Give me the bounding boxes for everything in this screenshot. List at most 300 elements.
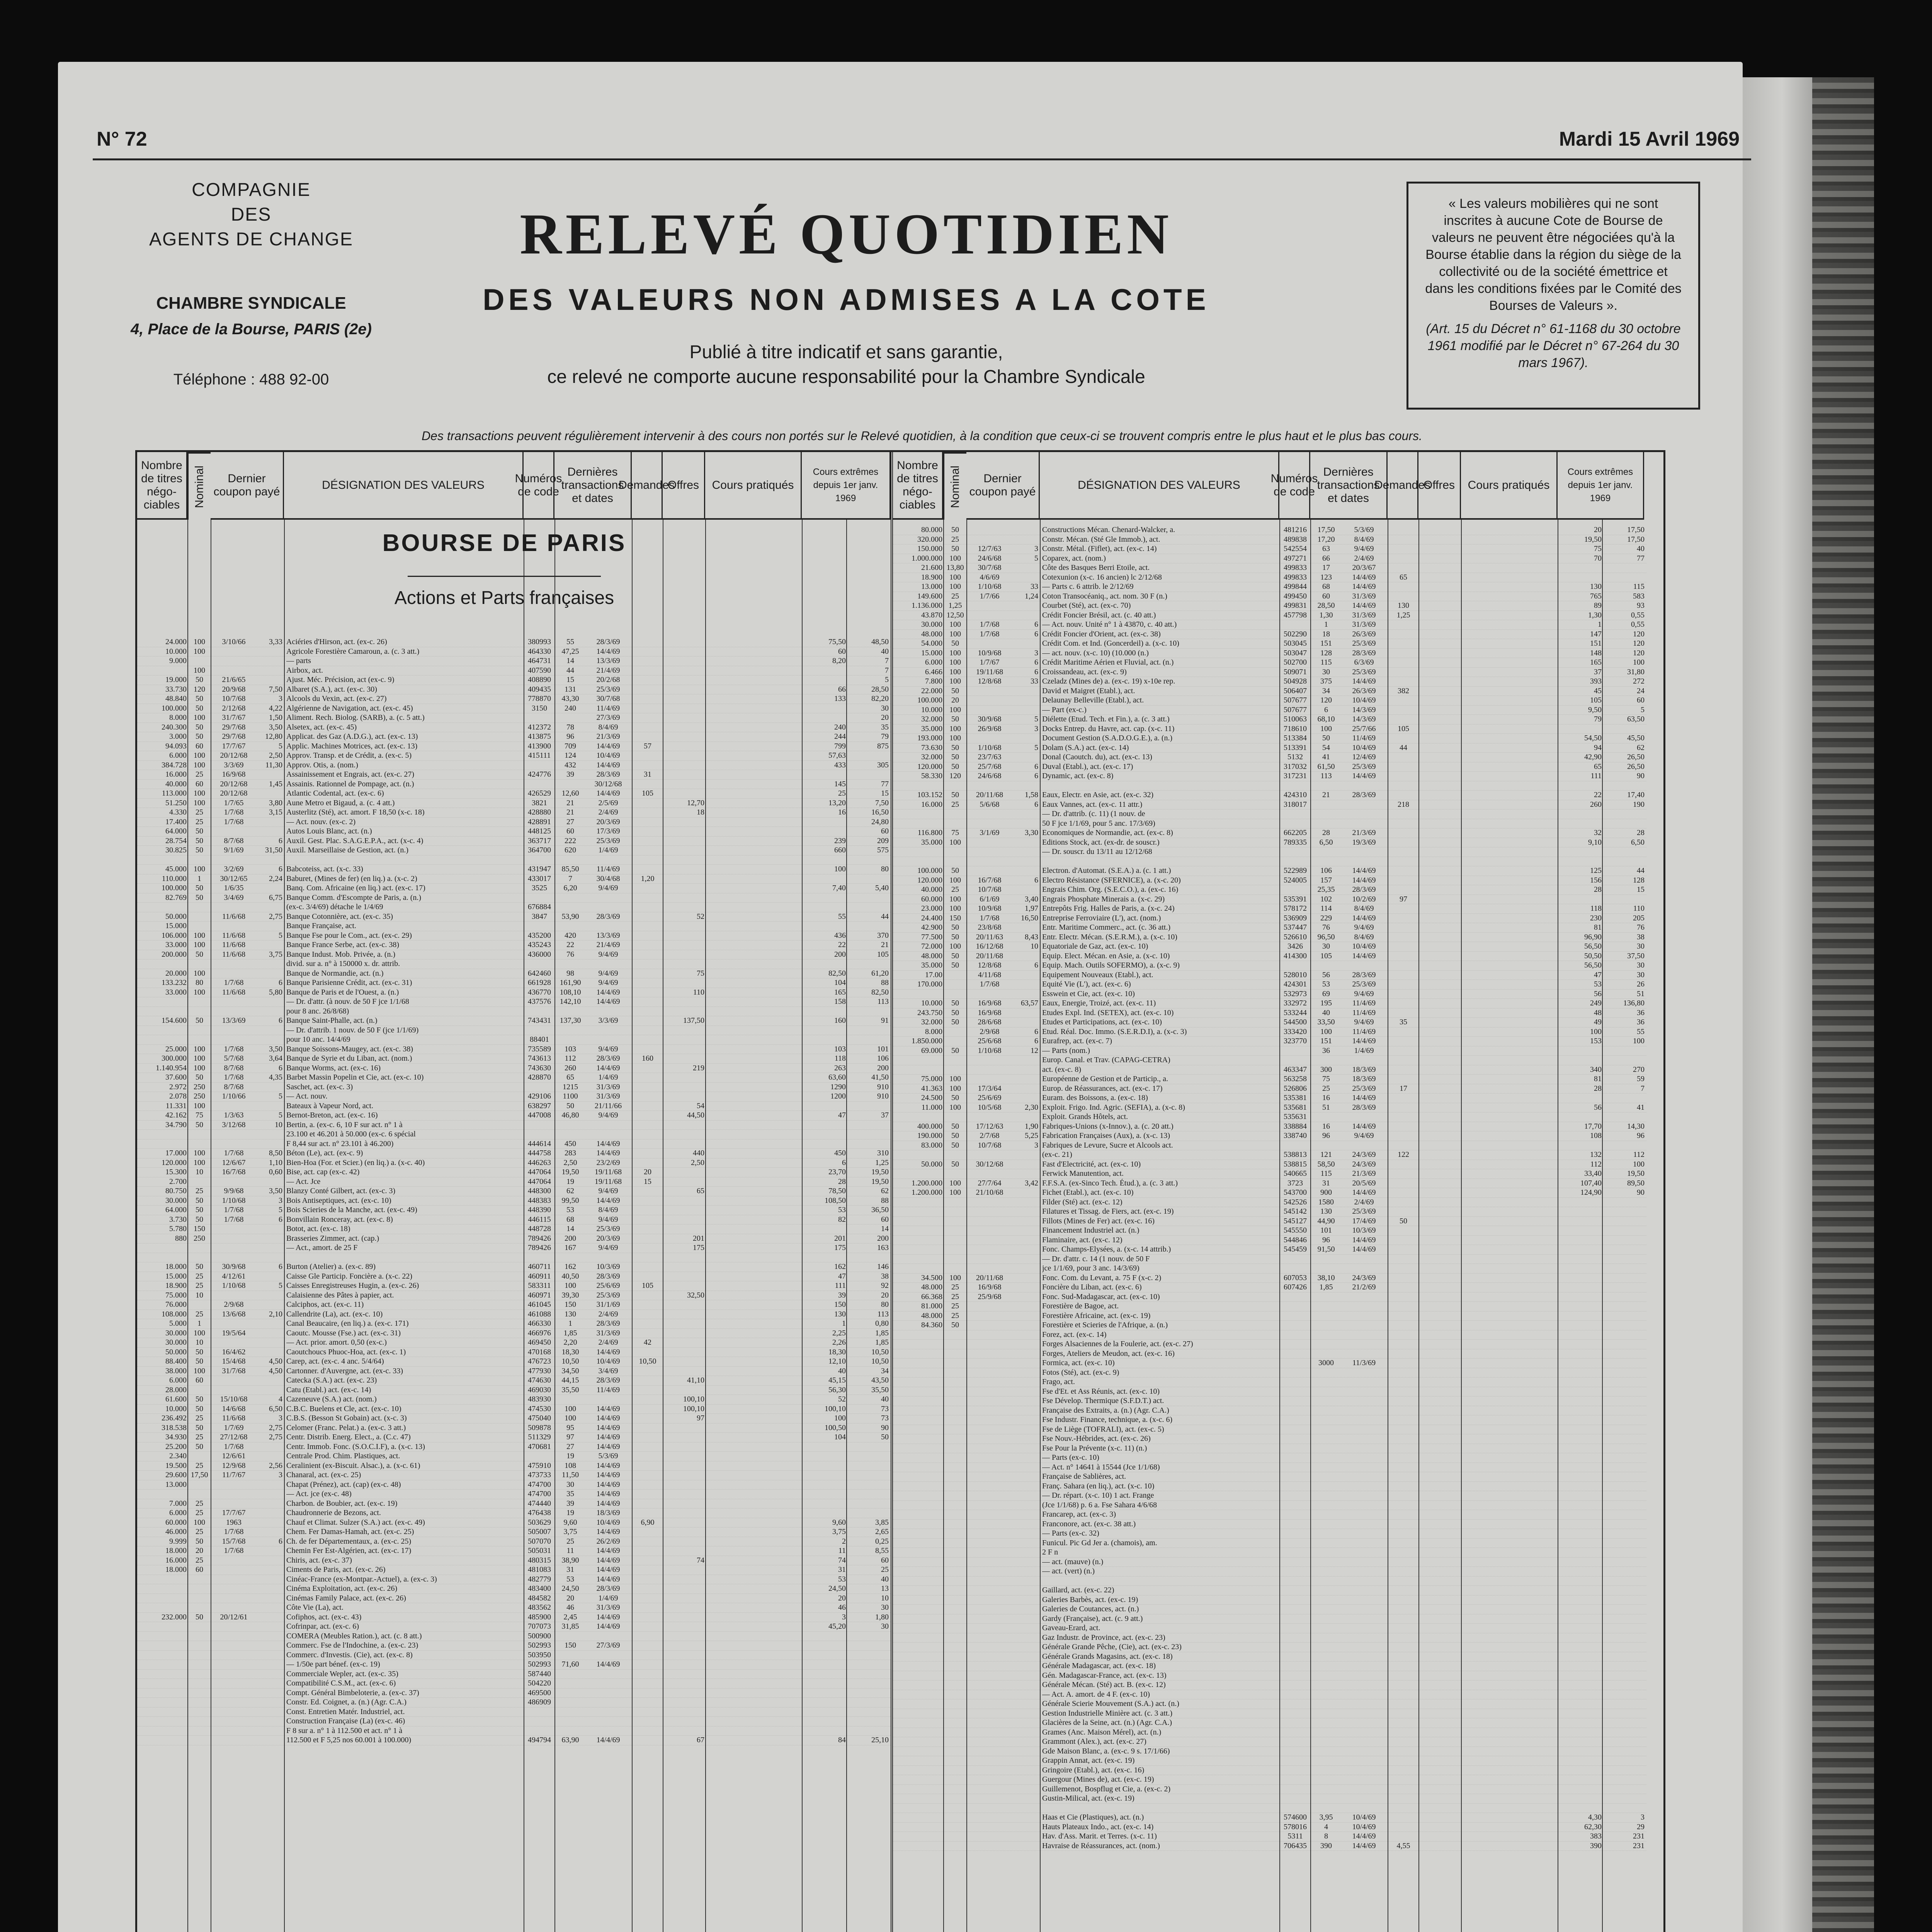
table-cell: 1 bbox=[1324, 620, 1328, 629]
table-cell: 400.000 bbox=[917, 1122, 942, 1131]
table-cell: 14/4/69 bbox=[596, 1471, 620, 1479]
table-cell: 2/7/68 bbox=[980, 1131, 1000, 1140]
table-cell: 142,10 bbox=[560, 997, 581, 1006]
table-cell: Etud. Réal. Doc. Immo. (S.E.R.D.I), a. (x-c. 3) bbox=[1042, 1027, 1187, 1036]
table-row bbox=[137, 1395, 891, 1405]
table-cell: 3,85 bbox=[875, 1518, 889, 1527]
table-cell: 78,50 bbox=[828, 1187, 846, 1195]
table-cell: 718610 bbox=[1284, 724, 1307, 733]
table-cell: Airbox, act. bbox=[286, 666, 323, 675]
table-cell: 67 bbox=[697, 1736, 704, 1744]
table-cell: 250 bbox=[194, 1082, 205, 1091]
table-cell: 16/9/68 bbox=[978, 1283, 1002, 1291]
table-cell: 100 bbox=[1633, 1037, 1645, 1045]
table-cell: 46.000 bbox=[165, 1527, 187, 1536]
table-cell: 1,10 bbox=[269, 1158, 282, 1167]
issue-date: Mardi 15 Avril 1969 bbox=[1559, 128, 1740, 150]
table-cell: 31,85 bbox=[561, 1622, 579, 1631]
table-cell: 5 bbox=[279, 1206, 282, 1214]
table-row bbox=[893, 1501, 1646, 1510]
table-cell: 55 bbox=[566, 638, 574, 646]
table-cell: 124 bbox=[565, 751, 576, 760]
table-row bbox=[893, 1075, 1646, 1084]
table-cell: 150 bbox=[565, 1641, 576, 1650]
table-cell: 21 bbox=[566, 808, 574, 816]
table-cell: 545459 bbox=[1284, 1245, 1307, 1253]
table-cell: 88.400 bbox=[165, 1357, 187, 1366]
table-row bbox=[893, 706, 1646, 715]
table-cell: 1/7/69 bbox=[224, 1423, 244, 1432]
table-cell: 30/9/68 bbox=[222, 1262, 246, 1271]
table-cell: 0,55 bbox=[1631, 620, 1645, 629]
table-cell: 128 bbox=[1320, 648, 1332, 657]
table-row bbox=[893, 1311, 1646, 1321]
table-cell: Chanaral, act. (ex-c. 25) bbox=[286, 1471, 361, 1479]
table-cell: 200.000 bbox=[162, 950, 187, 959]
table-cell: 1/7/65 bbox=[224, 798, 244, 807]
table-cell: 69 bbox=[1322, 989, 1330, 998]
table-cell: 3821 bbox=[532, 798, 547, 807]
table-cell: 20/12/68 bbox=[220, 789, 248, 798]
table-row bbox=[137, 1556, 891, 1566]
table-cell: Francarep, act. (ex-c. 3) bbox=[1042, 1510, 1116, 1519]
table-cell: Cotexunion (x-c. 16 ancien) lc 2/12/68 bbox=[1042, 573, 1162, 582]
table-cell: — act. (vert) (n.) bbox=[1042, 1567, 1095, 1575]
table-cell: 6 bbox=[1034, 658, 1038, 667]
table-cell: Catu (Etabl.) act. (ex-c. 14) bbox=[286, 1385, 371, 1394]
table-cell: 100 bbox=[949, 582, 961, 591]
table-cell: 8/4/69 bbox=[1354, 904, 1374, 913]
table-cell: 73 bbox=[881, 1414, 889, 1422]
table-cell: 464330 bbox=[528, 647, 551, 656]
table-row bbox=[137, 1565, 891, 1575]
table-cell: 509878 bbox=[528, 1423, 551, 1432]
table-row bbox=[893, 1169, 1646, 1179]
table-row bbox=[893, 990, 1646, 999]
table-row bbox=[893, 1112, 1646, 1122]
table-cell: 250 bbox=[194, 1234, 205, 1243]
table-cell: 50 bbox=[951, 1131, 959, 1140]
table-cell: 84 bbox=[838, 1736, 846, 1744]
table-cell: 122 bbox=[1398, 1150, 1409, 1159]
table-cell: 63,50 bbox=[1627, 715, 1645, 723]
table-cell: COMERA (Meubles Ration.), act. (c. 8 att.) bbox=[286, 1631, 422, 1640]
table-cell: 1.200.000 bbox=[912, 1179, 942, 1187]
table-cell: 11/4/69 bbox=[1352, 999, 1376, 1007]
table-cell: Document Gestion (S.A.D.O.G.E.), a. (n.) bbox=[1042, 734, 1173, 742]
table-cell: 50 bbox=[196, 1404, 203, 1413]
table-cell: 55 bbox=[838, 912, 846, 921]
table-cell: 6/3/69 bbox=[1354, 658, 1374, 667]
table-row bbox=[137, 1537, 891, 1547]
table-cell: 25/9/68 bbox=[978, 1292, 1002, 1301]
table-cell: 13,80 bbox=[946, 563, 964, 572]
table-cell: 12 bbox=[1031, 1046, 1038, 1055]
table-row bbox=[893, 573, 1646, 583]
table-cell: 7 bbox=[1641, 1084, 1645, 1093]
table-row bbox=[893, 1122, 1646, 1132]
table-cell: 48.840 bbox=[165, 694, 187, 703]
col-cours-r: Cours pratiqués bbox=[1461, 452, 1558, 520]
table-cell: 28/3/69 bbox=[596, 1054, 620, 1063]
table-row bbox=[137, 1698, 891, 1708]
table-row bbox=[137, 1509, 891, 1518]
table-cell: 14/4/69 bbox=[596, 1196, 620, 1205]
table-cell: 538815 bbox=[1284, 1160, 1307, 1168]
col-demandes-r: Demandes bbox=[1388, 452, 1418, 520]
table-cell: 799 bbox=[834, 742, 846, 750]
table-row bbox=[893, 526, 1646, 535]
table-cell: Glacières de la Seine, act. (n.) (Agr. C.A.) bbox=[1042, 1718, 1172, 1727]
table-cell: 167 bbox=[565, 1243, 576, 1252]
table-cell: 1,85 bbox=[875, 1328, 889, 1337]
table-row bbox=[137, 1546, 891, 1556]
table-cell: C.B.S. (Besson St Gobain) act. (x-c. 3) bbox=[286, 1414, 407, 1422]
table-row bbox=[137, 1319, 891, 1329]
table-cell: 95 bbox=[566, 1423, 574, 1432]
table-cell: 25 bbox=[196, 1281, 203, 1290]
table-cell: 1/10/68 bbox=[978, 582, 1002, 591]
table-cell: 662205 bbox=[1284, 828, 1307, 837]
table-cell: 26/3/69 bbox=[1352, 629, 1376, 638]
table-cell: 6 bbox=[279, 1016, 282, 1025]
company-line3: AGENTS DE CHANGE bbox=[149, 229, 354, 250]
table-cell: 112.500 et F 5,25 nos 60.001 à 100.000) bbox=[286, 1736, 412, 1744]
table-row bbox=[893, 582, 1646, 592]
table-row bbox=[137, 1603, 891, 1613]
table-cell: 153 bbox=[1590, 1037, 1602, 1045]
table-cell: 46 bbox=[566, 1603, 574, 1612]
legal-notice-law: (Art. 15 du Décret n° 61-1168 du 30 octobre 1961 modifié par le Décret n° 67-264 du 30 mars 1967). bbox=[1426, 321, 1681, 370]
table-cell: 60 bbox=[838, 647, 846, 656]
table-cell: 0,80 bbox=[875, 1319, 889, 1328]
table-cell: 200 bbox=[877, 1234, 889, 1243]
table-cell: 80 bbox=[196, 978, 203, 987]
top-rule bbox=[93, 158, 1751, 160]
table-cell: Fonc. Sud-Madagascar, act. (ex-c. 10) bbox=[1042, 1292, 1160, 1301]
table-cell: 3 bbox=[279, 1414, 282, 1422]
table-row bbox=[893, 563, 1646, 573]
table-cell: 28,50 bbox=[871, 685, 889, 694]
table-cell: 130 bbox=[1398, 601, 1409, 610]
table-cell: 14/4/69 bbox=[596, 1612, 620, 1621]
table-cell: Approv. Otis, a. (nom.) bbox=[286, 760, 358, 769]
table-cell: Compatibilité C.S.M., act. (ex-c. 6) bbox=[286, 1679, 396, 1687]
table-cell: 120.000 bbox=[917, 876, 942, 884]
table-cell: 48.000 bbox=[921, 629, 942, 638]
table-row bbox=[893, 1264, 1646, 1274]
table-cell: 263 bbox=[834, 1063, 846, 1072]
table-cell: Ch. de fer Départementaux, a. (ex-c. 25) bbox=[286, 1537, 412, 1546]
table-cell: 33.000 bbox=[165, 988, 187, 997]
table-cell: 108,10 bbox=[560, 988, 581, 997]
table-cell: 272 bbox=[1633, 677, 1645, 685]
table-cell: 100 bbox=[194, 931, 205, 940]
table-row bbox=[893, 1321, 1646, 1330]
table-cell: 66 bbox=[1322, 554, 1330, 563]
table-row bbox=[137, 1338, 891, 1348]
table-cell: 50 bbox=[951, 1094, 959, 1102]
table-cell: Galeries Barbès, act. (ex-c. 19) bbox=[1042, 1595, 1138, 1604]
table-cell: 8,55 bbox=[875, 1546, 889, 1555]
table-cell: Franconore, act. (ex-c. 38 att.) bbox=[1042, 1519, 1136, 1528]
table-cell: 502290 bbox=[1284, 629, 1307, 638]
table-cell: 407590 bbox=[528, 666, 551, 675]
table-cell: 112 bbox=[565, 1054, 576, 1063]
table-cell: 96,50 bbox=[1317, 932, 1335, 941]
table-cell: 120 bbox=[1633, 629, 1645, 638]
table-cell: 28/3/69 bbox=[596, 1584, 620, 1593]
table-cell: 1 bbox=[197, 1319, 201, 1328]
table-cell: 19/3/69 bbox=[1352, 838, 1376, 847]
table-cell: 118 bbox=[1590, 904, 1602, 913]
table-cell: 538813 bbox=[1284, 1150, 1307, 1159]
table-row bbox=[137, 666, 891, 676]
table-cell: 50,50 bbox=[1584, 951, 1602, 960]
table-cell: 305 bbox=[877, 760, 889, 769]
table-cell: Banque Fse pour le Com., act. (ex-c. 29) bbox=[286, 931, 412, 940]
table-cell: Grames (Anc. Maison Mérel), act. (n.) bbox=[1042, 1728, 1162, 1736]
table-cell: 1/7/68 bbox=[224, 1442, 244, 1451]
table-cell: Entreprise Ferroviaire (L'), act. (nom.) bbox=[1042, 913, 1161, 922]
table-cell: 620 bbox=[565, 846, 576, 854]
table-row bbox=[137, 1111, 891, 1121]
table-row bbox=[893, 1226, 1646, 1236]
table-cell: Euram. des Boissons, a. (ex-c. 18) bbox=[1042, 1094, 1148, 1102]
table-cell: Alsetex, act. (ex-c. 45) bbox=[286, 723, 357, 731]
table-cell: 6 bbox=[1324, 705, 1328, 714]
table-cell: 118 bbox=[834, 1054, 846, 1063]
table-cell: 1,58 bbox=[1025, 791, 1038, 799]
table-cell: 150 bbox=[949, 913, 961, 922]
table-cell: 14/4/69 bbox=[596, 789, 620, 798]
table-row bbox=[137, 969, 891, 979]
table-cell: 536909 bbox=[1284, 913, 1307, 922]
table-row bbox=[893, 1236, 1646, 1245]
table-cell: 1/7/68 bbox=[980, 629, 1000, 638]
table-cell: 1 bbox=[1598, 620, 1602, 629]
table-cell: 41,50 bbox=[871, 1073, 889, 1082]
col-extremes: Cours extrêmes depuis 1er janv. 1969 bbox=[802, 452, 891, 520]
table-cell: 56,50 bbox=[1584, 942, 1602, 951]
table-cell: 2/4/69 bbox=[598, 1338, 618, 1347]
table-cell: 466976 bbox=[528, 1328, 551, 1337]
table-cell: 100.000 bbox=[917, 866, 942, 875]
table-cell: 36,50 bbox=[871, 1206, 889, 1214]
table-cell: 240 bbox=[834, 723, 846, 731]
table-cell: 502993 bbox=[528, 1641, 551, 1650]
table-cell: 19,50 bbox=[871, 1177, 889, 1186]
table-cell: 25 bbox=[196, 1527, 203, 1536]
table-cell: 17.000 bbox=[165, 1149, 187, 1157]
table-cell: 25 bbox=[951, 885, 959, 894]
table-cell: — Dr. d'attrib. (c. 11) (1 nouv. de bbox=[1042, 810, 1145, 818]
table-cell: 509071 bbox=[1284, 667, 1307, 676]
table-cell: 25/6/68 bbox=[978, 1037, 1002, 1045]
table-cell: Autos Louis Blanc, act. (n.) bbox=[286, 827, 372, 835]
table-cell: 435243 bbox=[528, 940, 551, 949]
table-cell: 113.000 bbox=[162, 789, 187, 798]
table-cell: 35 bbox=[881, 723, 889, 731]
table-cell: 23/8/68 bbox=[978, 923, 1002, 932]
table-cell: 24/3/69 bbox=[1352, 1273, 1376, 1282]
table-cell: 25,35 bbox=[1317, 885, 1335, 894]
table-cell: 436 bbox=[834, 931, 846, 940]
table-cell: 1 bbox=[197, 874, 201, 883]
table-cell: — Dr. répart. (x-c. 10) 1 act. Frange bbox=[1042, 1491, 1154, 1500]
table-cell: 14/4/69 bbox=[596, 1347, 620, 1356]
table-cell: 460911 bbox=[528, 1272, 551, 1281]
table-cell: 60 bbox=[881, 1556, 889, 1565]
table-cell: 432 bbox=[565, 760, 576, 769]
table-cell: 447064 bbox=[528, 1168, 551, 1176]
table-cell: 3,33 bbox=[269, 638, 282, 646]
table-cell: 63 bbox=[1322, 544, 1330, 553]
table-cell: 10 bbox=[196, 1168, 203, 1176]
table-cell: 5/3/69 bbox=[1354, 526, 1374, 534]
table-cell: Forges, Ateliers de Meudon, act. (ex-c. 16) bbox=[1042, 1349, 1175, 1358]
table-cell: 10,50 bbox=[639, 1357, 656, 1366]
table-row bbox=[137, 1225, 891, 1234]
table-cell: Bois Antiseptiques, act. (ex-c. 10) bbox=[286, 1196, 391, 1205]
table-cell: 428891 bbox=[528, 817, 551, 826]
table-cell: 45,15 bbox=[828, 1376, 846, 1384]
table-cell: 96,90 bbox=[1584, 932, 1602, 941]
table-cell: 50 bbox=[566, 1101, 574, 1110]
table-row bbox=[893, 658, 1646, 668]
table-cell: Calciphos, act. (ex-c. 11) bbox=[286, 1300, 364, 1309]
table-cell: 11/6/68 bbox=[222, 912, 246, 921]
table-cell: Applic. Machines Motrices, act. (ex-c. 13) bbox=[286, 742, 418, 750]
table-cell: 14/4/69 bbox=[596, 1433, 620, 1441]
section-rule bbox=[408, 576, 601, 577]
table-row bbox=[137, 704, 891, 714]
table-cell: 1.850.000 bbox=[912, 1037, 942, 1045]
table-cell: 300 bbox=[1320, 1065, 1332, 1074]
left-rows bbox=[137, 638, 891, 1932]
table-row bbox=[893, 971, 1646, 980]
table-cell: Franç. Sahara (en liq.), act. (x-c. 10) bbox=[1042, 1481, 1155, 1490]
table-cell: Banque de Normandie, act. (n.) bbox=[286, 969, 384, 978]
table-row bbox=[893, 1245, 1646, 1255]
table-cell: 88 bbox=[881, 978, 889, 987]
table-cell: 1,85 bbox=[875, 1338, 889, 1347]
table-cell: 163 bbox=[877, 1243, 889, 1252]
table-cell: 9/4/69 bbox=[1354, 1018, 1374, 1026]
table-cell: 14/4/69 bbox=[1352, 913, 1376, 922]
table-cell: 14/4/69 bbox=[1352, 1094, 1376, 1102]
table-cell: 384.728 bbox=[162, 760, 187, 769]
table-cell: 6 bbox=[1034, 1037, 1038, 1045]
table-cell: Crédit Com. et Ind. (Goncerdeil) a. (x-c. 10) bbox=[1042, 639, 1179, 648]
table-cell: 428880 bbox=[528, 808, 551, 816]
table-cell: 409435 bbox=[528, 685, 551, 694]
table-row bbox=[893, 1349, 1646, 1359]
table-cell: 62 bbox=[1637, 743, 1645, 752]
table-cell: 2.340 bbox=[169, 1452, 187, 1460]
table-cell: 18.000 bbox=[165, 1565, 187, 1574]
table-row bbox=[893, 1823, 1646, 1832]
table-cell: 101 bbox=[1320, 1226, 1332, 1235]
table-cell: Banque Indust. Mob. Privée, a. (n.) bbox=[286, 950, 396, 959]
table-cell: Eaux Vannes, act. (ex-c. 11 attr.) bbox=[1042, 800, 1143, 809]
table-cell: 39 bbox=[566, 770, 574, 779]
table-cell: Aciéries d'Hirson, act. (ex-c. 26) bbox=[286, 638, 387, 646]
table-cell: 209 bbox=[877, 836, 889, 845]
table-cell: 22 bbox=[1594, 791, 1602, 799]
table-cell: 5/7/68 bbox=[224, 1054, 244, 1063]
table-cell: 14/4/69 bbox=[1352, 772, 1376, 780]
table-cell: 33,40 bbox=[1584, 1169, 1602, 1178]
table-cell: Chapat (Prénez), act. (cap) (ex-c. 48) bbox=[286, 1480, 401, 1489]
table-cell: 3,42 bbox=[1025, 1179, 1038, 1187]
table-cell: 99,50 bbox=[561, 1196, 579, 1205]
table-cell: 11/6/68 bbox=[222, 1414, 246, 1422]
table-row bbox=[893, 1633, 1646, 1643]
table-cell: 88401 bbox=[530, 1035, 549, 1044]
table-cell: 28/3/69 bbox=[1352, 1103, 1376, 1112]
table-cell: 32.000 bbox=[921, 753, 942, 761]
table-cell: 9/4/69 bbox=[598, 884, 618, 892]
table-cell: 1,45 bbox=[269, 779, 282, 788]
table-cell: 4,55 bbox=[1396, 1841, 1410, 1850]
table-cell: 105 bbox=[1590, 696, 1602, 704]
table-cell: — Act. A. amort. de 4 F. (ex-c. 10) bbox=[1042, 1690, 1150, 1699]
table-cell: 44 bbox=[881, 912, 889, 921]
table-cell: 500900 bbox=[528, 1631, 551, 1640]
table-cell: 875 bbox=[877, 742, 889, 750]
table-cell: 22.000 bbox=[921, 686, 942, 695]
table-row bbox=[893, 1453, 1646, 1463]
table-cell: Equatoriale de Gaz, act. (ex-c. 10) bbox=[1042, 942, 1148, 951]
table-cell: 57 bbox=[644, 742, 651, 750]
table-cell: 15/7/68 bbox=[222, 1537, 246, 1546]
table-cell: 1/7/68 bbox=[224, 808, 244, 816]
table-cell: 100 bbox=[949, 1188, 961, 1197]
table-cell: 50 F jce 1/1/69, pour 5 anc. 17/3/69) bbox=[1042, 819, 1155, 828]
table-cell: 575 bbox=[877, 846, 889, 854]
table-cell: Gringoire (Etabl.), act. (ex-c. 16) bbox=[1042, 1765, 1145, 1774]
table-cell: 2,50 bbox=[691, 1158, 704, 1167]
table-cell: 1/4/69 bbox=[598, 846, 618, 854]
table-cell: 1/7/68 bbox=[980, 980, 1000, 988]
table-cell: 9,60 bbox=[563, 1518, 577, 1527]
table-cell: Chem. Fer Damas-Hamah, act. (ex-c. 25) bbox=[286, 1527, 414, 1536]
table-cell: 18.900 bbox=[165, 1281, 187, 1290]
table-cell: 10,50 bbox=[871, 1347, 889, 1356]
table-cell: 9/4/69 bbox=[1354, 923, 1374, 932]
table-cell: 6,50 bbox=[1319, 838, 1333, 847]
table-cell: 50 bbox=[951, 1141, 959, 1150]
table-cell: 25 bbox=[951, 1283, 959, 1291]
table-cell: 25 bbox=[951, 1292, 959, 1301]
table-cell: 16 bbox=[1322, 1122, 1330, 1131]
table-cell: Cazeneuve (S.A.) act. (nom.) bbox=[286, 1395, 377, 1403]
table-cell: 21/4/69 bbox=[596, 666, 620, 675]
table-cell: Aliment. Rech. Biolog. (SARB), a. (c. 5 att.) bbox=[286, 713, 425, 722]
table-cell: 31/3/69 bbox=[596, 1092, 620, 1100]
table-cell: 8/7/68 bbox=[224, 1082, 244, 1091]
table-row bbox=[137, 1594, 891, 1604]
table-cell: 9/4/69 bbox=[598, 950, 618, 959]
table-cell: 318.538 bbox=[162, 1423, 187, 1432]
table-cell: 364700 bbox=[528, 846, 551, 854]
table-row bbox=[893, 1747, 1646, 1757]
table-cell: 31/1/69 bbox=[596, 1300, 620, 1309]
table-cell: 100 bbox=[194, 1158, 205, 1167]
table-cell: 6 bbox=[1034, 620, 1038, 629]
table-cell: 499833 bbox=[1284, 563, 1307, 572]
